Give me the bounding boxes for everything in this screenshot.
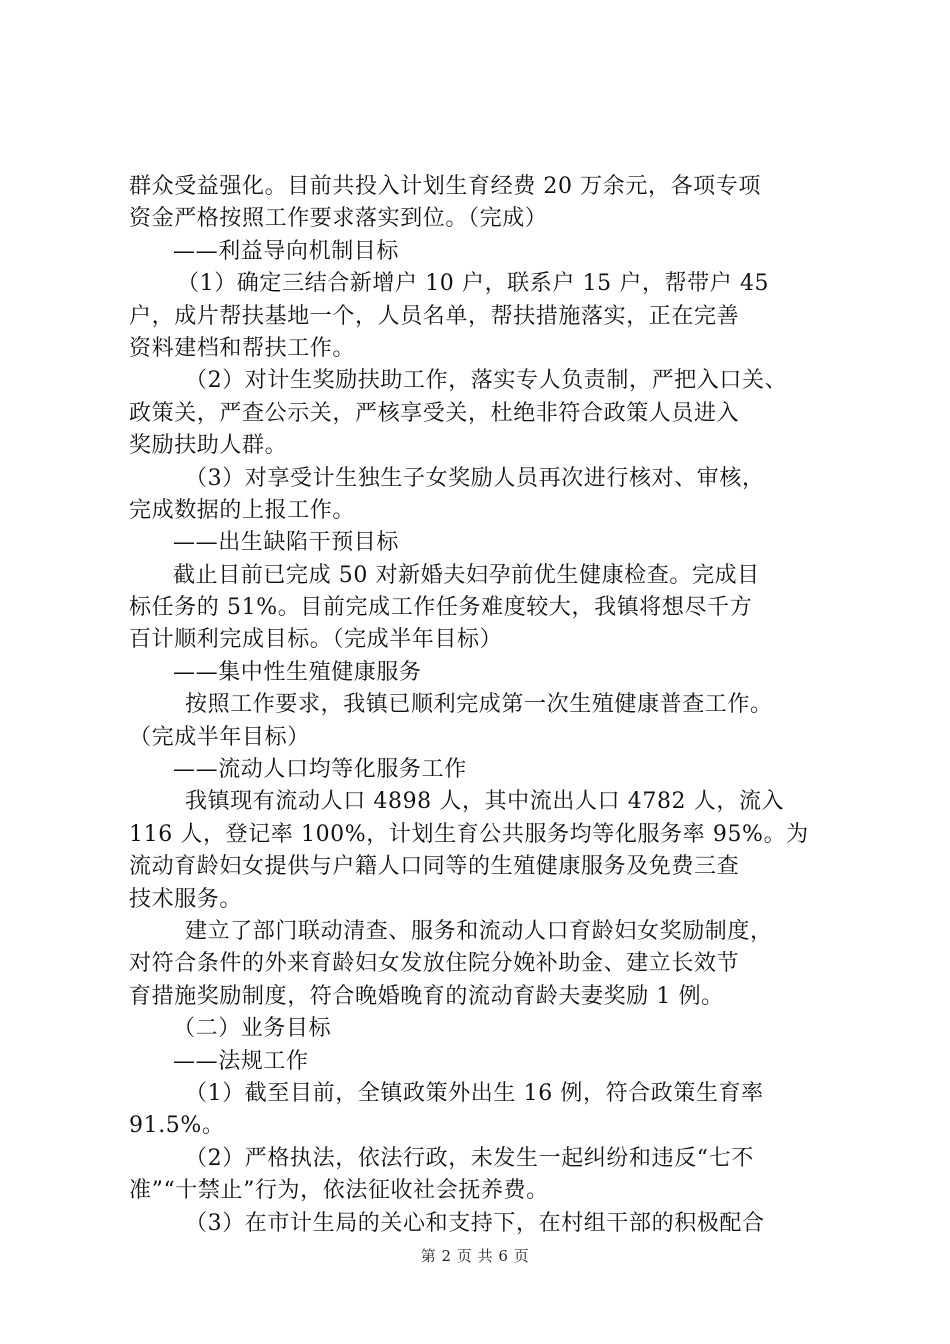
text-line: （2）对计生奖励扶助工作，落实专人负责制，严把入口关、 [185,368,788,394]
text-line: 91.5%。 [129,1113,225,1139]
section-heading: ——集中性生殖健康服务 [173,659,422,685]
text-line: （完成半年目标） [129,724,310,750]
section-heading: ——利益导向机制目标 [173,238,400,264]
text-line: 政策关，严查公示关，严核享受关，杜绝非符合政策人员进入 [129,400,740,426]
text-line: 资料建档和帮扶工作。 [129,335,356,361]
text-line: 技术服务。 [129,886,243,912]
text-line: 准”“十禁止”行为，依法征收社会抚养费。 [129,1178,549,1204]
text-line: 百计顺利完成目标。（完成半年目标） [129,627,503,653]
document-body [129,171,841,1240]
text-line: 截止目前已完成 50 对新婚夫妇孕前优生健康检查。完成目 [173,562,760,588]
section-heading: ——法规工作 [173,1048,309,1074]
text-line: 对符合条件的外来育龄妇女发放住院分娩补助金、建立长效节 [129,951,740,977]
text-line: 我镇现有流动人口 4898 人，其中流出人口 4782 人，流入 [185,789,785,815]
text-line: 按照工作要求，我镇已顺利完成第一次生殖健康普查工作。 [185,692,773,718]
text-line: （3）对享受计生独生子女奖励人员再次进行核对、审核， [185,465,765,491]
text-line: 奖励扶助人群。 [129,433,288,459]
section-heading: ——流动人口均等化服务工作 [173,757,467,783]
text-line: （3）在市计生局的关心和支持下，在村组干部的积极配合 [185,1210,765,1236]
text-line: （1）确定三结合新增户 10 户，联系户 15 户，帮带户 45 [177,271,770,297]
text-line: 流动育龄妇女提供与户籍人口同等的生殖健康服务及免费三查 [129,854,740,880]
page-footer: 第 2 页 共 6 页 [420,1247,530,1265]
text-line: 群众受益强化。目前共投入计划生育经费 20 万余元，各项专项 [129,174,761,199]
section-heading: （二）业务目标 [173,1016,332,1042]
text-line: 116 人，登记率 100%，计划生育公共服务均等化服务率 95%。为 [129,821,809,847]
text-line: 育措施奖励制度，符合晚婚晚育的流动育龄夫妻奖励 1 例。 [129,983,724,1009]
section-heading: ——出生缺陷干预目标 [173,530,400,556]
text-line: 完成数据的上报工作。 [129,497,356,523]
text-line: （1）截至目前，全镇政策外出生 16 例，符合政策生育率 [185,1080,764,1106]
text-line: （2）严格执法，依法行政，未发生一起纠纷和违反“七不 [185,1145,754,1171]
text-line: 资金严格按照工作要求落实到位。（完成） [129,206,548,232]
text-line: 户，成片帮扶基地一个，人员名单，帮扶措施落实，正在完善 [129,303,740,329]
text-line: 建立了部门联动清查、服务和流动人口育龄妇女奖励制度， [185,918,773,944]
text-line: 标任务的 51%。目前完成工作任务难度较大，我镇将想尽千方 [129,595,753,621]
